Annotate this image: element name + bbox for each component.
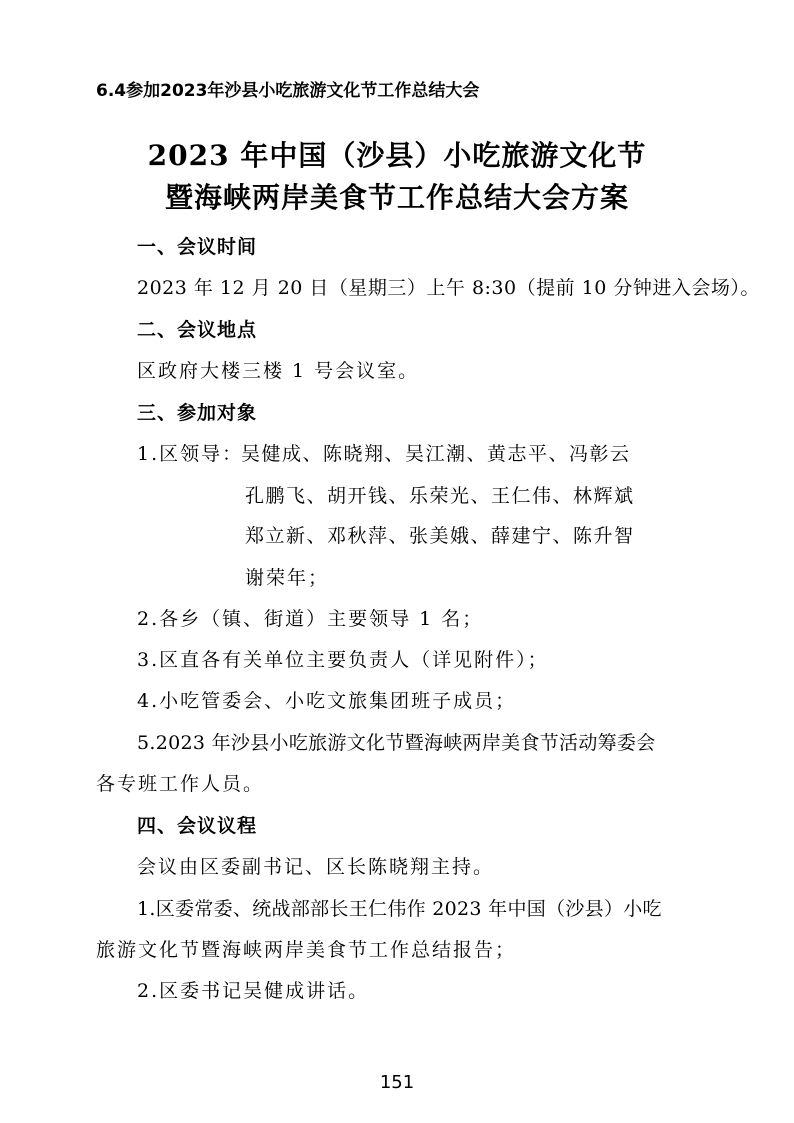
agenda-intro: 会议由区委副书记、区长陈晓翔主持。 [137, 856, 495, 878]
attendee-item-2: 2.各乡（镇、街道）主要领导 1 名； [137, 608, 484, 630]
agenda-item-2: 2.区委书记吴健成讲话。 [137, 980, 370, 1002]
meeting-place-text: 区政府大楼三楼 1 号会议室。 [137, 360, 420, 382]
attendee-names-line-2: 孔鹏飞、胡开钱、乐荣光、王仁伟、林辉斌 [245, 485, 635, 507]
attendee-item-1-prefix: 1.区领导： [137, 443, 244, 465]
title-line-1: 2023 年中国（沙县）小吃旅游文化节 [147, 139, 647, 172]
meeting-time-text: 2023 年 12 月 20 日（星期三）上午 8:30（提前 10 分钟进入会场）。 [137, 277, 760, 299]
attendee-names-line-3: 郑立新、邓秋萍、张美娥、薛建宁、陈升智 [245, 525, 635, 547]
attendee-item-4: 4.小吃管委会、小吃文旅集团班子成员； [137, 690, 517, 712]
title-line-2: 暨海峡两岸美食节工作总结大会方案 [164, 181, 629, 214]
page-number: 151 [379, 1072, 415, 1093]
attendee-item-5-line-2: 各专班工作人员。 [96, 773, 265, 795]
attendee-item-5-line-1: 5.2023 年沙县小吃旅游文化节暨海峡两岸美食节活动筹委会 [137, 732, 656, 754]
attendee-item-3: 3.区直各有关单位主要负责人（详见附件）； [137, 649, 549, 671]
document-header: 6.4参加2023年沙县小吃旅游文化节工作总结大会 [96, 81, 480, 101]
section-heading-agenda: 四、会议议程 [137, 815, 258, 837]
section-heading-place: 二、会议地点 [137, 319, 258, 341]
attendee-names-line-4: 谢荣年； [245, 567, 330, 589]
attendee-names-line-1: 吴健成、陈晓翔、吴江潮、黄志平、冯彰云 [241, 443, 631, 465]
agenda-item-1-line-1: 1.区委常委、统战部部长王仁伟作 2023 年中国（沙县）小吃 [137, 898, 662, 920]
section-heading-attendees: 三、参加对象 [137, 402, 258, 424]
agenda-item-1-line-2: 旅游文化节暨海峡两岸美食节工作总结报告； [96, 939, 517, 961]
section-heading-time: 一、会议时间 [137, 236, 258, 258]
